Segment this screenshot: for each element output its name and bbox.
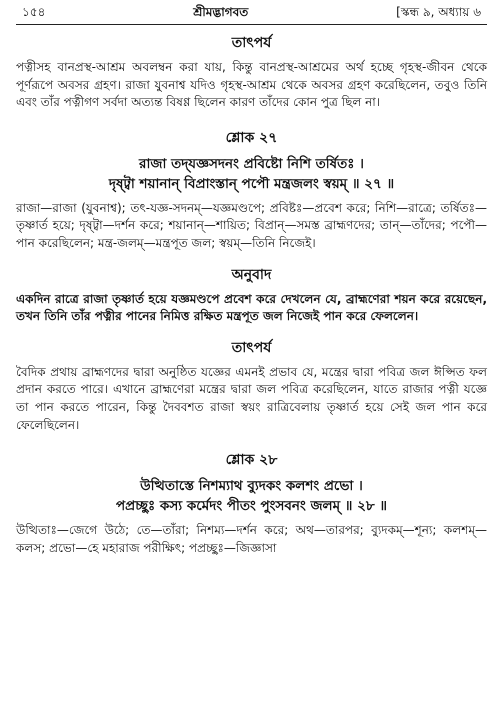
book-title: শ্রীমদ্ভাগবত xyxy=(193,5,249,19)
verse-28 xyxy=(16,476,487,516)
header-rule xyxy=(16,24,487,25)
verse-27-line-2: দৃষ্ট্বা শয়ানান্‌ বিপ্রাংস্তান্‌ পপৌ মন্ত্রজলং স্বয়ম্‌ ॥ ২৭ ॥ xyxy=(108,175,395,192)
verse-27 xyxy=(16,154,487,194)
verse-27-line-1: রাজা তদ্‌যজ্ঞসদনং প্রবিষ্টো নিশি তর্ষিতঃ । xyxy=(139,155,364,172)
page-number: ১৫৪ xyxy=(22,5,46,19)
verse-28-line-1: উত্থিতাস্তে নিশম্যাথ ব্যুদকং কলশং প্রভো । xyxy=(140,478,363,495)
purport-text-1: পত্নীসহ বানপ্রস্থ-আশ্রম অবলম্বন করা যায়, কিন্তু বানপ্রস্থ-আশ্রমের অর্থ হচ্ছে গৃহস্থ-জীবন থেকে পূর্ণরূপে অবসর গ্রহণ। রাজা যুবনাশ্ব যদিও গৃহস্থ-আশ্রম থেকে অবসর গ্রহণ করেছিলেন, তবুও তিনি এবং তাঁর পত্নীগণ সর্বদা অত্যন্ত বিষণ্ণ ছিলেন কারণ তাঁদের কোন পুত্র ছিল না। xyxy=(16,60,487,110)
translation-heading-27: অনুবাদ xyxy=(231,266,272,283)
synonyms-27: রাজা—রাজা (যুবনাশ্ব); তৎ-যজ্ঞ-সদনম্‌—যজ্ঞমণ্ডপে; প্রবিষ্টঃ—প্রবেশ করে; নিশি—রাত্রে; তর্ষিতঃ—তৃষ্ণার্ত হয়ে; দৃষ্ট্বা—দর্শন করে; শয়ানান্‌—শায়িত; বিপ্রান্‌—সমস্ত ব্রাহ্মণদের; তান্‌—তাঁদের; পপৌ—পান করেছিলেন; মন্ত্র-জলম্‌—মন্ত্রপূত জল; স্বয়ম্‌—তিনি নিজেই। xyxy=(16,200,487,250)
purport-heading-1: তাৎপর্য xyxy=(231,35,272,51)
page-header xyxy=(16,4,487,22)
purport-heading-27: তাৎপর্য xyxy=(231,339,272,356)
synonyms-28: উত্থিতাঃ—জেগে উঠে; তে—তাঁরা; নিশম্য—দর্শন করে; অথ—তারপর; ব্যুদকম্‌—শূন্য; কলশম্‌—কলস; প্রভো—হে মহারাজ পরীক্ষিৎ; পপ্রচ্ছুঃ—জিজ্ঞাসা xyxy=(16,523,487,555)
translation-text-27: একদিন রাত্রে রাজা তৃষ্ণার্ত হয়ে যজ্ঞমণ্ডপে প্রবেশ করে দেখলেন যে, ব্রাহ্মণেরা শয়ন করে রয়েছেন, তখন তিনি তাঁর পত্নীর পানের নিমিত্ত রক্ষিত মন্ত্রপূত জল নিজেই পান করে ফেললেন। xyxy=(16,291,487,324)
verse-heading-27: শ্লোক ২৭ xyxy=(225,129,278,146)
purport-text-27: বৈদিক প্রথায় ব্রাহ্মণদের দ্বারা অনুষ্ঠিত যজ্ঞের এমনই প্রভাব যে, মন্ত্রের দ্বারা পবিত্র জল ঈপ্সিত ফল প্রদান করতে পারে। এখানে ব্রাহ্মণেরা মন্ত্রের দ্বারা জল পবিত্র করেছিলেন, যাতে রাজার পত্নী যজ্ঞে তা পান করতে পারেন, কিন্তু দৈববশত রাজা স্বয়ং রাত্রিবেলায় তৃষ্ণার্ত হয়ে সেই জল পান করে ফেলেছিলেন। xyxy=(16,364,487,432)
verse-28-line-2: পপ্রচ্ছুঃ কস্য কর্মেদং পীতং পুংসবনং জলম্‌ ॥ ২৮ ॥ xyxy=(115,498,388,515)
verse-heading-28: শ্লোক ২৮ xyxy=(225,452,278,469)
section-reference: [স্কন্ধ ৯, অধ্যায় ৬ xyxy=(396,5,481,19)
